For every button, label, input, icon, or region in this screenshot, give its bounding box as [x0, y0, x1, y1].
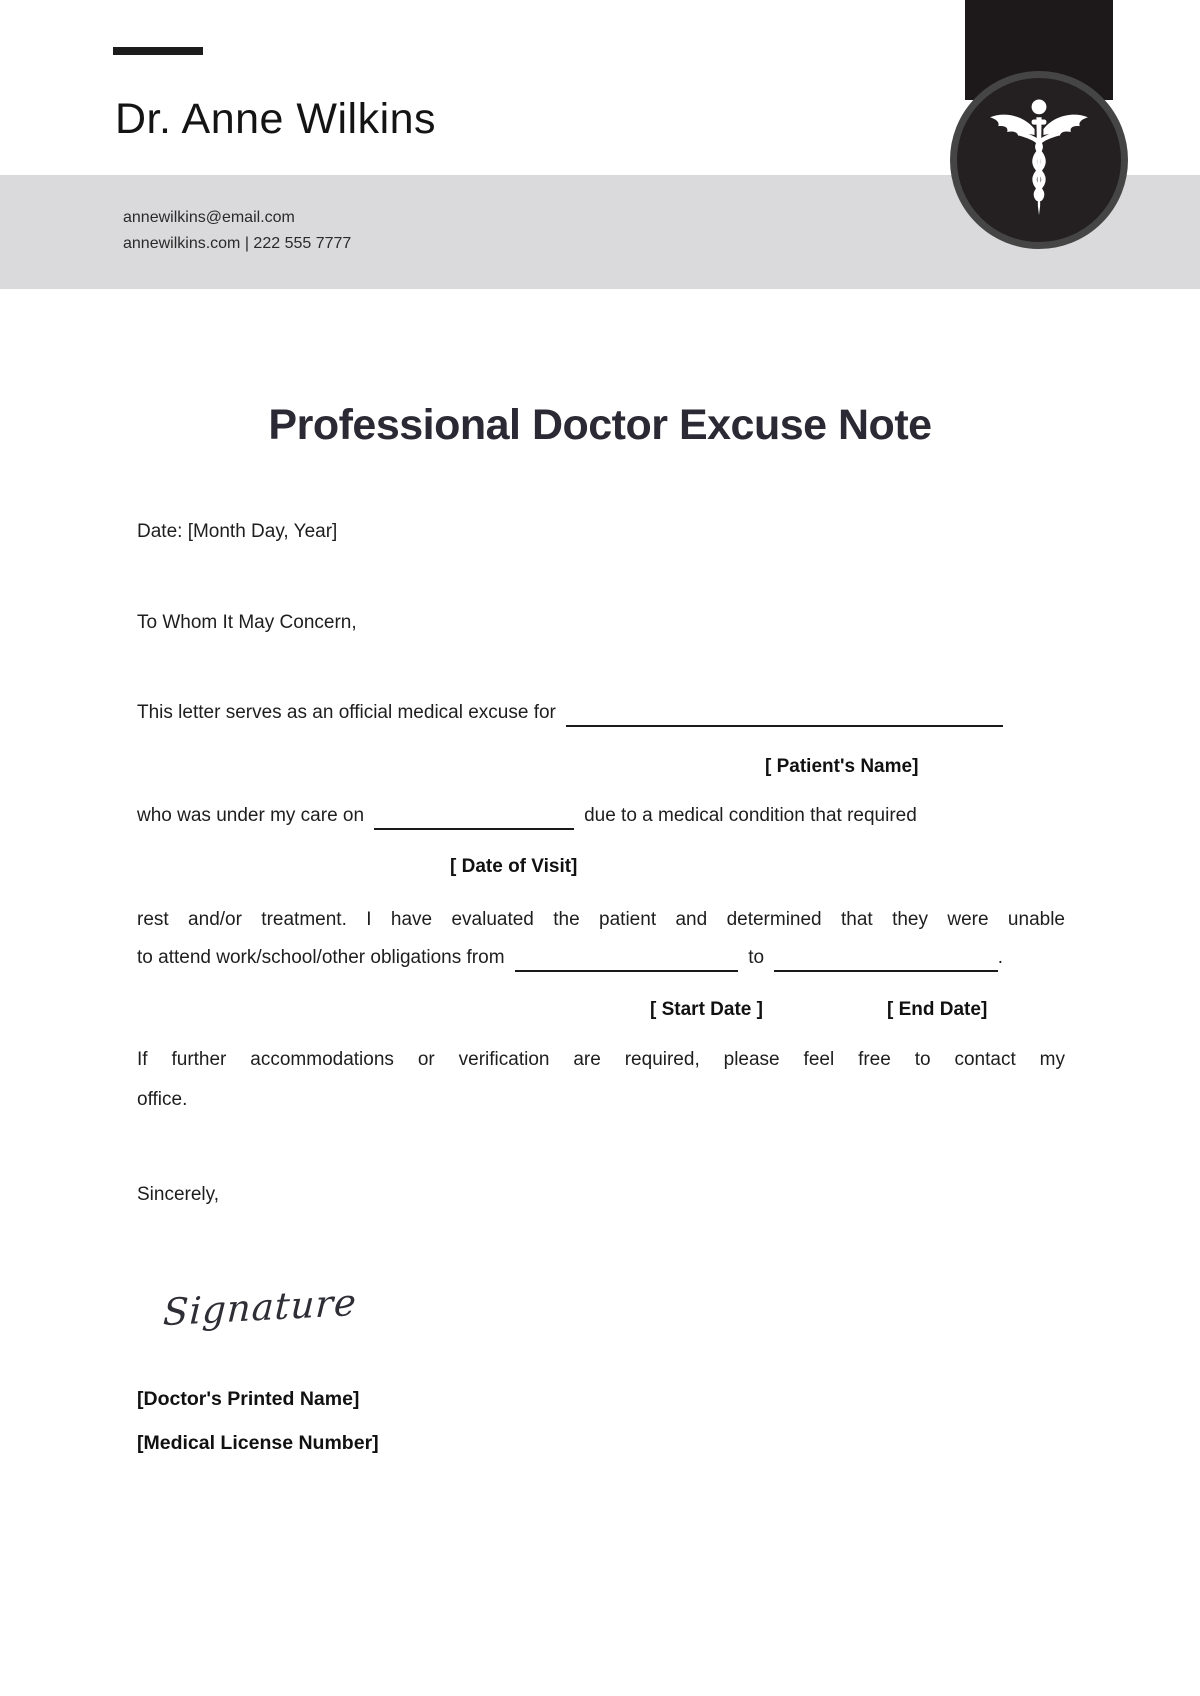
patient-name-blank — [566, 701, 1003, 727]
dates-line — [137, 944, 1003, 972]
patient-name-label: [ Patient's Name] — [765, 756, 919, 777]
closing-line-2: office. — [137, 1089, 188, 1110]
doctor-printed-name: [Doctor's Printed Name] — [137, 1388, 360, 1410]
visit-date-label: [ Date of Visit] — [450, 856, 578, 877]
start-date-blank — [515, 946, 739, 972]
logo-badge — [950, 71, 1128, 249]
care-line-prefix: who was under my care on — [137, 805, 365, 826]
page-title: Professional Doctor Excuse Note — [268, 401, 932, 449]
contact-email: annewilkins@email.com — [123, 209, 295, 226]
end-date-label: [ End Date] — [887, 999, 988, 1020]
medical-license-number: [Medical License Number] — [137, 1432, 379, 1454]
visit-date-blank — [374, 804, 574, 830]
excuse-line — [137, 699, 1003, 727]
salutation: To Whom It May Concern, — [137, 612, 357, 633]
evaluation-line: rest and/or treatment. I have evaluated the patient and determined that they were unable — [137, 909, 1065, 930]
dates-line-to: to — [748, 947, 765, 968]
dates-line-period: . — [997, 947, 1004, 968]
accent-bar — [113, 47, 203, 55]
dates-line-prefix: to attend work/school/other obligations from — [137, 947, 505, 968]
signoff: Sincerely, — [137, 1184, 220, 1205]
contact-website-phone: annewilkins.com | 222 555 7777 — [123, 235, 352, 252]
caduceus-icon — [987, 95, 1091, 226]
contact-info — [123, 205, 351, 257]
end-date-blank — [774, 946, 998, 972]
start-date-label: [ Start Date ] — [650, 999, 763, 1020]
signature-script: Signature — [162, 1280, 359, 1335]
date-line: Date: [Month Day, Year] — [137, 521, 338, 542]
care-line — [137, 802, 1065, 830]
closing-line-1: If further accommodations or verification are required, please feel free to contact my — [137, 1049, 1065, 1070]
doctor-name-heading: Dr. Anne Wilkins — [115, 95, 437, 143]
excuse-line-text: This letter serves as an official medical excuse for — [137, 702, 556, 723]
care-line-suffix: due to a medical condition that required — [584, 805, 917, 826]
